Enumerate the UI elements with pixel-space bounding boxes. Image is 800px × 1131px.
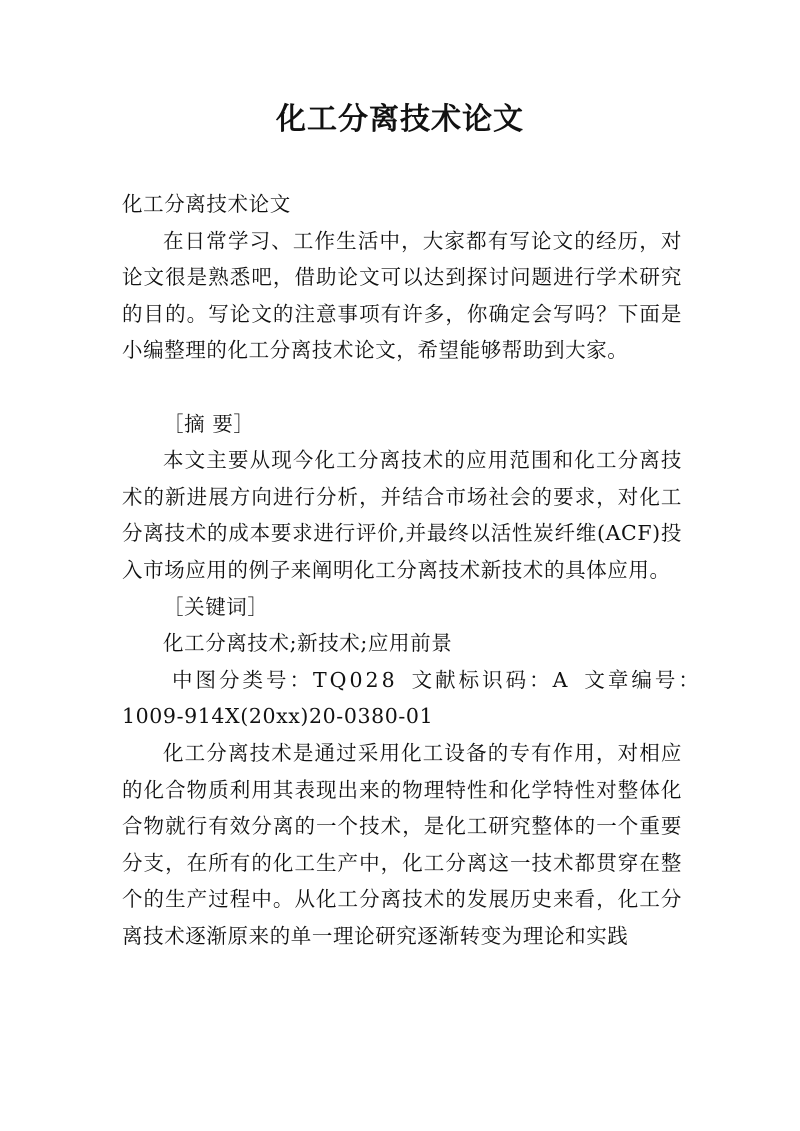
article-number-label: 文章编号： xyxy=(584,667,702,692)
intro-paragraph: 在日常学习、工作生活中，大家都有写论文的经历，对论文很是熟悉吧，借助论文可以达到探讨问题进行学术研究的目的。写论文的注意事项有许多，你确定会写吗？下面是小编整理的化工分离技术论文，希望能够帮助到大家。 xyxy=(122,228,682,363)
keywords-text: 化工分离技术;新技术;应用前景 xyxy=(163,631,453,656)
document-subtitle: 化工分离技术论文 xyxy=(122,192,291,216)
clc-number: 中图分类号：TQ028 xyxy=(172,667,398,692)
abstract-heading: ［摘 要］ xyxy=(163,411,255,436)
document-code: 文献标识码：A xyxy=(411,667,571,692)
document-content xyxy=(122,186,702,954)
abstract-paragraph: 本文主要从现今化工分离技术的应用范围和化工分离技术的新进展方向进行分析，并结合市场社会的要求，对化工分离技术的成本要求进行评价,并最终以活性炭纤维(ACF)投入市场应用的例子来阐明化工分离技术新技术的具体应用。 xyxy=(122,448,682,582)
document-title: 化工分离技术论文 xyxy=(276,102,524,137)
article-number: 1009-914X(20xx)20-0380-01 xyxy=(122,704,434,729)
classification-line xyxy=(122,662,702,699)
paragraph-spacer xyxy=(122,369,682,406)
body-paragraph: 化工分离技术是通过采用化工设备的专有作用，对相应的化合物质利用其表现出来的物理特性和化学特性对整体化合物就行有效分离的一个技术，是化工研究整体的一个重要分支，在所有的化工生产中，化工分离这一技术都贯穿在整个的生产过程中。从化工分离技术的发展历史来看，化工分离技术逐渐原来的单一理论研究逐渐转变为理论和实践 xyxy=(122,740,682,948)
keywords-heading: ［关键词］ xyxy=(163,594,269,619)
